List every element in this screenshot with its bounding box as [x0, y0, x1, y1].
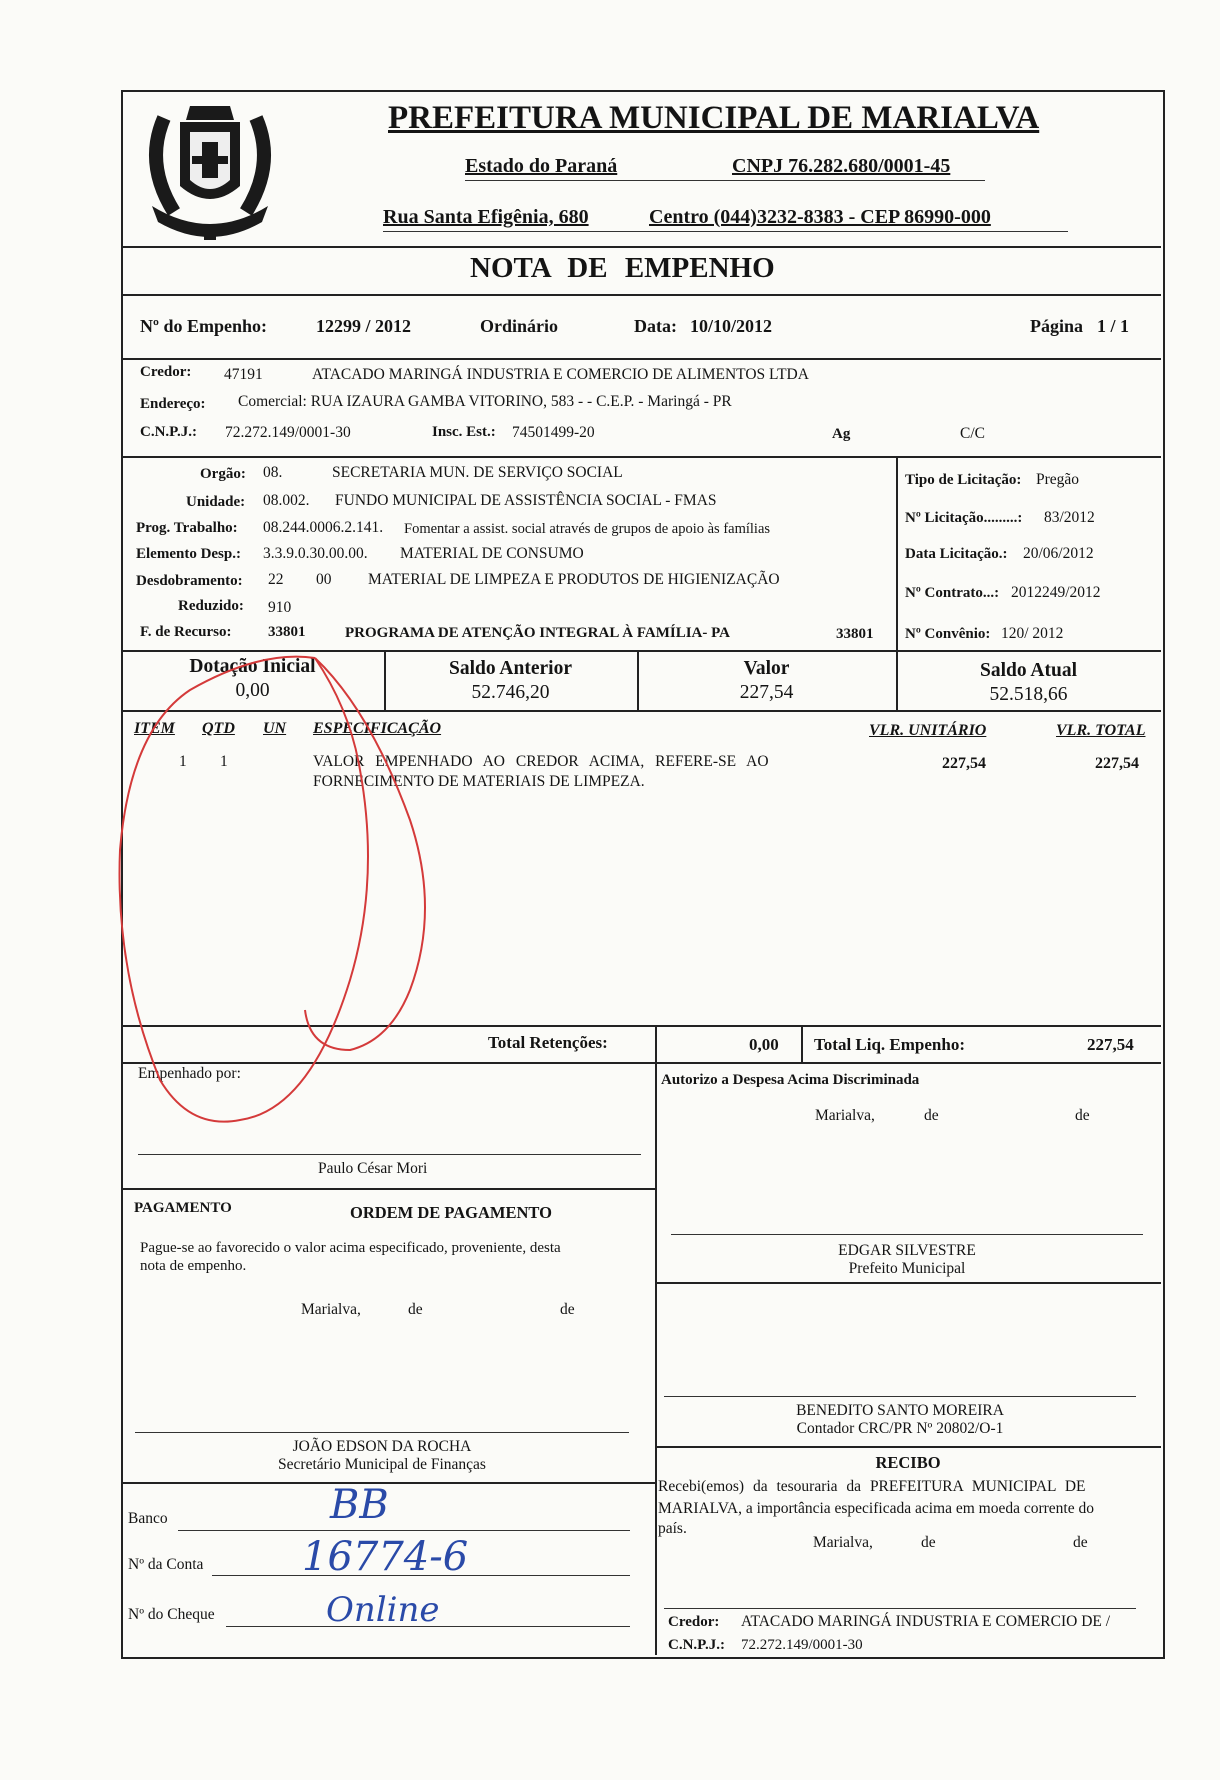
orgao-name: SECRETARIA MUN. DE SERVIÇO SOCIAL: [332, 464, 623, 481]
liq-value: 227,54: [1087, 1035, 1134, 1054]
recibo-line-1: Recebi(emos) da tesouraria da PREFEITURA MUNICIPAL DE: [658, 1478, 1086, 1495]
dotacao-label: Dotação Inicial: [189, 656, 316, 677]
cheque-handwritten: Online: [326, 1590, 440, 1630]
dotacao-value: 0,00: [235, 680, 270, 701]
recibo-title: RECIBO: [875, 1453, 941, 1472]
valor-value: 227,54: [739, 682, 794, 703]
retencoes-label: Total Retenções:: [488, 1033, 608, 1052]
desdob-label: Desdobramento:: [136, 573, 243, 589]
recibo-credor: ATACADO MARINGÁ INDUSTRIA E COMERCIO DE /: [741, 1613, 1111, 1630]
conta-label: Nº da Conta: [128, 1556, 204, 1573]
empenho-date: 10/10/2012: [690, 316, 773, 336]
elemento-name: MATERIAL DE CONSUMO: [400, 545, 584, 562]
empenho-type: Ordinário: [480, 316, 559, 336]
licitacao-date: 20/06/2012: [1023, 545, 1094, 562]
licitacao-num: 83/2012: [1044, 509, 1095, 526]
autorizo-de2: de: [1075, 1107, 1090, 1124]
tipo-licitacao: Pregão: [1036, 471, 1080, 488]
row-spec-line1: VALOR EMPENHADO AO CREDOR ACIMA, REFERE-SE AO: [313, 753, 769, 770]
cnpj-header: CNPJ 76.282.680/0001-45: [732, 155, 951, 177]
recibo-cnpj-label: C.N.P.J.:: [668, 1637, 725, 1653]
insc-label: Insc. Est.:: [432, 424, 496, 440]
recibo-line-2: MARIALVA, a importância especificada acima em moeda corrente do: [658, 1500, 1094, 1517]
coat-of-arms-logo: [134, 94, 286, 244]
col-un: UN: [263, 720, 287, 737]
unidade-label: Unidade:: [186, 494, 246, 510]
elemento-label: Elemento Desp.:: [136, 546, 241, 562]
doc-title: NOTA DE EMPENHO: [470, 252, 775, 284]
unidade-name: FUNDO MUNICIPAL DE ASSISTÊNCIA SOCIAL - FMAS: [335, 492, 717, 509]
desdob-code2: 00: [316, 571, 332, 588]
recibo-de1: de: [921, 1534, 936, 1551]
orgao-label: Orgão:: [200, 466, 246, 482]
row-item: 1: [179, 753, 187, 770]
reduzido-label: Reduzido:: [178, 598, 244, 614]
contrato-value: 2012249/2012: [1011, 584, 1101, 601]
recurso-code2: 33801: [836, 626, 874, 642]
credor-address: Comercial: RUA IZAURA GAMBA VITORINO, 583 - - C.E.P. - Maringá - PR: [238, 393, 732, 410]
recibo-de2: de: [1073, 1534, 1088, 1551]
saldo-anterior-label: Saldo Anterior: [449, 658, 572, 679]
contador-role: Contador CRC/PR Nº 20802/O-1: [796, 1420, 1004, 1437]
prog-label: Prog. Trabalho:: [136, 520, 238, 536]
licitacao-date-label: Data Licitação.:: [905, 546, 1008, 562]
col-total: VLR. TOTAL: [1056, 722, 1146, 739]
col-qtd: QTD: [202, 720, 235, 737]
pagamento-text-2: nota de empenho.: [140, 1258, 247, 1274]
pagamento-de2: de: [560, 1301, 575, 1318]
row-qtd: 1: [220, 753, 228, 770]
empenho-number-label: Nº do Empenho:: [140, 316, 267, 336]
recurso-label: F. de Recurso:: [140, 624, 232, 640]
unidade-code: 08.002.: [263, 492, 310, 509]
page-title: PREFEITURA MUNICIPAL DE MARIALVA: [388, 100, 1040, 136]
recibo-cnpj: 72.272.149/0001-30: [741, 1637, 863, 1653]
saldo-atual-label: Saldo Atual: [980, 660, 1077, 681]
saldo-anterior-value: 52.746,20: [471, 682, 550, 703]
col-spec: ESPECIFICAÇÃO: [313, 720, 442, 737]
liq-label: Total Liq. Empenho:: [814, 1035, 965, 1054]
autorizo-label: Autorizo a Despesa Acima Discriminada: [661, 1072, 920, 1088]
valor-label: Valor: [743, 658, 790, 679]
elemento-code: 3.3.9.0.30.00.00.: [263, 545, 368, 562]
recibo-credor-label: Credor:: [668, 1614, 720, 1630]
autorizo-de1: de: [924, 1107, 939, 1124]
banco-handwritten: BB: [330, 1482, 389, 1528]
insc-value: 74501499-20: [512, 424, 595, 441]
banco-label: Banco: [128, 1510, 168, 1527]
pagamento-text-1: Pague-se ao favorecido o valor acima especificado, proveniente, desta: [140, 1240, 561, 1256]
pagamento-de1: de: [408, 1301, 423, 1318]
saldo-atual-value: 52.518,66: [989, 684, 1068, 705]
prog-name: Fomentar a assist. social através de grupos de apoio às famílias: [404, 521, 771, 537]
row-total: 227,54: [1095, 755, 1139, 772]
reduzido-value: 910: [268, 599, 292, 616]
prog-code: 08.244.0006.2.141.: [263, 519, 384, 536]
ag-label: Ag: [832, 426, 851, 442]
red-annotation-loop: [110, 650, 450, 1130]
pagamento-label: PAGAMENTO: [134, 1200, 232, 1216]
col-unit: VLR. UNITÁRIO: [869, 722, 987, 739]
cheque-label: Nº do Cheque: [128, 1606, 215, 1623]
empenho-date-label: Data:: [634, 316, 677, 336]
empenhado-name: Paulo César Mori: [318, 1160, 428, 1177]
pagamento-signer: JOÃO EDSON DA ROCHA: [292, 1438, 472, 1455]
desdob-code1: 22: [268, 571, 284, 588]
address-label: Endereço:: [140, 396, 206, 412]
ordem-pagamento-title: ORDEM DE PAGAMENTO: [350, 1203, 552, 1222]
cc-label: C/C: [960, 425, 985, 442]
tipo-licitacao-label: Tipo de Licitação:: [905, 472, 1022, 488]
empenho-number: 12299 / 2012: [316, 316, 412, 336]
recibo-line-3: país.: [658, 1520, 687, 1537]
empenhado-label: Empenhado por:: [138, 1065, 241, 1082]
address-rest: Centro (044)3232-8383 - CEP 86990-000: [649, 206, 991, 228]
desdob-name: MATERIAL DE LIMPEZA E PRODUTOS DE HIGIENIZAÇÃO: [368, 571, 780, 588]
credor-code: 47191: [224, 366, 263, 383]
orgao-code: 08.: [263, 464, 283, 481]
credor-name: ATACADO MARINGÁ INDUSTRIA E COMERCIO DE ALIMENTOS LTDA: [312, 366, 809, 383]
credor-label: Credor:: [140, 364, 192, 380]
retencoes-value: 0,00: [749, 1035, 779, 1054]
recibo-place: Marialva,: [813, 1534, 873, 1551]
credor-cnpj: 72.272.149/0001-30: [225, 424, 351, 441]
recurso-name: PROGRAMA DE ATENÇÃO INTEGRAL À FAMÍLIA- PA: [345, 625, 731, 641]
pagamento-place: Marialva,: [301, 1301, 361, 1318]
col-item: ITEM: [134, 720, 175, 737]
contrato-label: Nº Contrato...:: [905, 585, 1000, 601]
licitacao-num-label: Nº Licitação.........:: [905, 510, 1023, 526]
convenio-label: Nº Convênio:: [905, 626, 991, 642]
contador-signer: BENEDITO SANTO MOREIRA: [796, 1402, 1004, 1419]
row-spec-line2: FORNECIMENTO DE MATERIAIS DE LIMPEZA.: [313, 773, 645, 790]
page-number: 1 / 1: [1097, 316, 1130, 336]
credor-cnpj-label: C.N.P.J.:: [140, 424, 197, 440]
state-label: Estado do Paraná: [465, 155, 618, 177]
autorizo-signer-role: Prefeito Municipal: [848, 1260, 966, 1277]
convenio-value: 120/ 2012: [1001, 625, 1064, 642]
address-street: Rua Santa Efigênia, 680: [383, 206, 589, 228]
autorizo-place: Marialva,: [815, 1107, 875, 1124]
pagamento-signer-role: Secretário Municipal de Finanças: [278, 1456, 486, 1473]
autorizo-signer: EDGAR SILVESTRE: [838, 1242, 976, 1259]
page-label: Página: [1030, 316, 1084, 336]
recurso-code: 33801: [268, 624, 306, 640]
row-unit: 227,54: [942, 755, 986, 772]
conta-handwritten: 16774-6: [302, 1534, 469, 1580]
